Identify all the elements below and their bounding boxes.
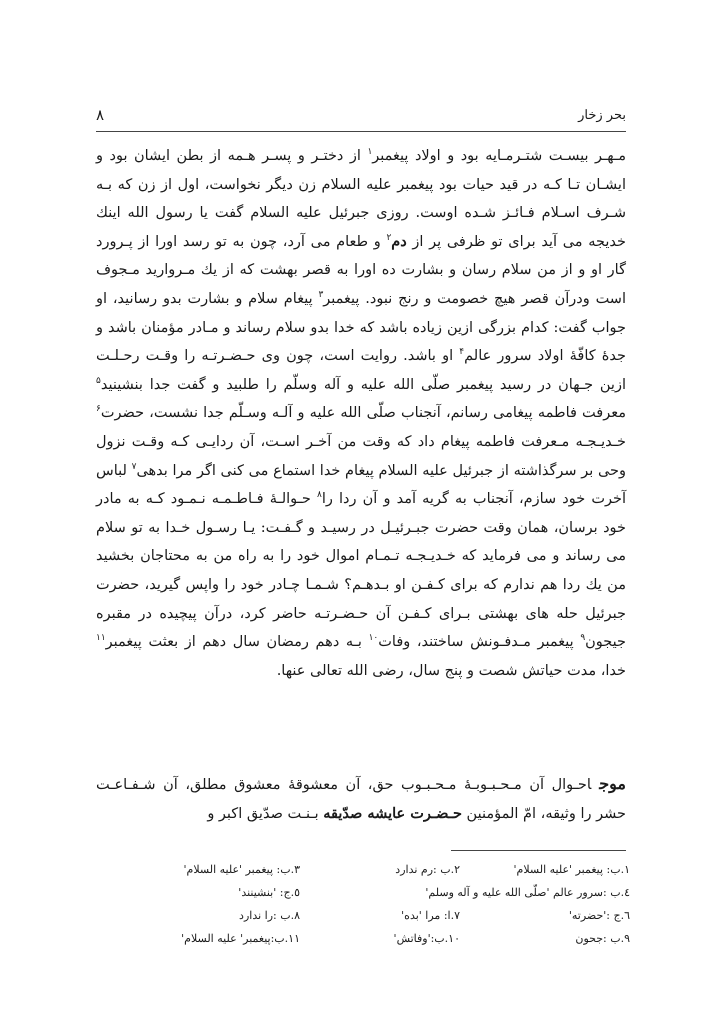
footnote: ٥.ج: 'بنشینند' — [238, 886, 300, 899]
footnote: ۱.ب: پیغمبر 'علیه السلام' — [513, 863, 630, 876]
section-text: بـنـت صدّیق اکبر و — [207, 805, 324, 822]
running-title: بحر زخار — [578, 108, 626, 123]
footnote-ref: ۵ — [96, 375, 101, 386]
footnote: ۲.ب :رم ندارد — [395, 863, 460, 876]
text-run: خـدیـجـه مـعرفت فاطمه پیغام داد که وقت من آخـر اسـت، آن ردایـی کـه وقـت نزول وحی بر سرگذاشته از جبرئیل علیه السلام پیغام خدا استماع می کنی اگر مرا بدهی — [96, 433, 626, 479]
text-run: مـهـر بیسـت شتـرمـایه بود و اولاد پیغمبر — [372, 148, 627, 164]
footnote-ref: ۸ — [317, 490, 322, 501]
footnotes — [96, 858, 630, 950]
text-run: او باشد. روایت است، چون وی حـضـرتـه را وقـت رحـلـت ازین جـهان در رسید پیغمبر صلّی الله علیه و آله وسلّم را طلبید و گفت جدا بنشینید — [96, 348, 626, 393]
footnote-ref: ۷ — [131, 461, 137, 472]
footnote: ٦.ج :'حضرته' — [568, 909, 630, 922]
footnote: ۱۱.ب:پیغمبر' علیه السلام' — [181, 932, 300, 945]
footnote-ref: ۳ — [318, 290, 324, 301]
footnote-row — [96, 927, 630, 950]
text-run: خدا، مدت حیاتش شصت و پنج سال، رضی الله تعالی عنها. — [276, 662, 626, 679]
footnote: ۷.ا: مرا 'بده' — [401, 909, 460, 922]
text-run: و طعام می آرد، چون به تو رسد اورا از پـرورد گار او و از من سلام رسان و بشارت ده اورا به قصر بهشت که از یك مـروارید مـجوف است ودرآن قصر هیچ خصومت و رنج نبود. پیغمبر — [96, 233, 626, 307]
page-header — [96, 106, 626, 128]
footnote-ref: ۱۱ — [96, 633, 106, 644]
footnote-rule — [451, 850, 626, 851]
footnote-ref: ۱۰ — [368, 633, 379, 644]
header-rule — [96, 131, 626, 132]
text-run: معرفت فاطمه پیغامی رسانم، آنجناب صلّی الله علیه و آلـه وسـلّم جدا نشست، حضرت — [100, 405, 626, 422]
section-heading: موج — [599, 774, 626, 793]
footnote-ref: ۶ — [96, 404, 101, 415]
text-run: پیغمبر مـدفـونش ساختند، وفات — [378, 634, 581, 651]
footnote-ref: ۱ — [367, 147, 373, 158]
footnote-ref: ۴ — [459, 347, 465, 358]
footnote-ref: ۲ — [386, 232, 392, 243]
main-paragraph — [96, 142, 626, 685]
footnote-row — [96, 858, 630, 881]
footnote: ۸.ب :را ندارد — [239, 909, 300, 922]
footnote: ۱۰.ب:'وفاتش' — [393, 932, 460, 945]
footnote: ۳.ب: پیغمبر 'علیه السلام' — [183, 863, 300, 876]
footnote-row — [96, 904, 630, 927]
section-block — [96, 770, 626, 828]
footnote-ref: ۹ — [580, 633, 586, 644]
page-number: ۸ — [96, 106, 105, 124]
text-run: پیغام سلام و بشارت بدو رسانید، او جواب گفت: کدام بزرگی ازین زیاده باشد که خدا بدو سلام رساند و مـادر مؤمنان باشد و جدهٔ کافّهٔ اولاد سرور عالم — [96, 290, 626, 365]
text-run: لباس آخرت خود سازم، آنجناب به گریه آمد و آن ردا را — [96, 462, 626, 508]
section-text: احـوال آن مـحـبـوبـهٔ مـحـبـوب حق، آن معشوقهٔ معشوق مطلق، آن شـفـاعـت حشر را وثیقه، امّ المؤمنین — [96, 777, 626, 822]
text-run: بـه دهم رمضان سال دهم از بعثت پیغمبر — [105, 634, 369, 651]
footnote: ۹.ب :جحون — [575, 932, 630, 945]
footnote-row — [96, 881, 630, 904]
bold-word: دم — [391, 232, 407, 250]
text-run: حـوالـهٔ فـاطـمـه نـمـود کـه به مادر خود برسان، همان وقت حضرت جبـرئیـل در رسیـد و گـفـت: یـا رسـول خـدا به تو سلام می رساند و می فرماید که خـدیـجـه تـمـام اموال خود را به راه من به محتاجان بخشید من یك ردا هم ندارم که برای کـفـن او بـدهـم؟ شـمـا چـادر خود را واپس گیرید، حضرت جبرئیل حله های بهشتی بـرای کـفـن آن حـضـرتـه حاضر کرد، درآن پیچیده در مقبره جیجون — [96, 491, 626, 651]
footnote: ٤.ب :سرور عالم 'صلّی الله علیه و آله وسلم' — [425, 886, 630, 899]
text-run: از دختـر و پسـر هـمه از بطن ایشان بود و ایشـان تـا کـه در قید حیات بود پیغمبر علیه السلام زن دیگر نخواست، اول از زن که بـه شـرف اسـلام فـائـز شـده اوست. روزی جبرئیل علیه السلام گفت یا رسول الله اینك خدیجه می آید برای تو ظرفی پر از — [96, 148, 626, 250]
section-bold-name: حـضـرت عایشه صدّیقه — [323, 804, 462, 822]
